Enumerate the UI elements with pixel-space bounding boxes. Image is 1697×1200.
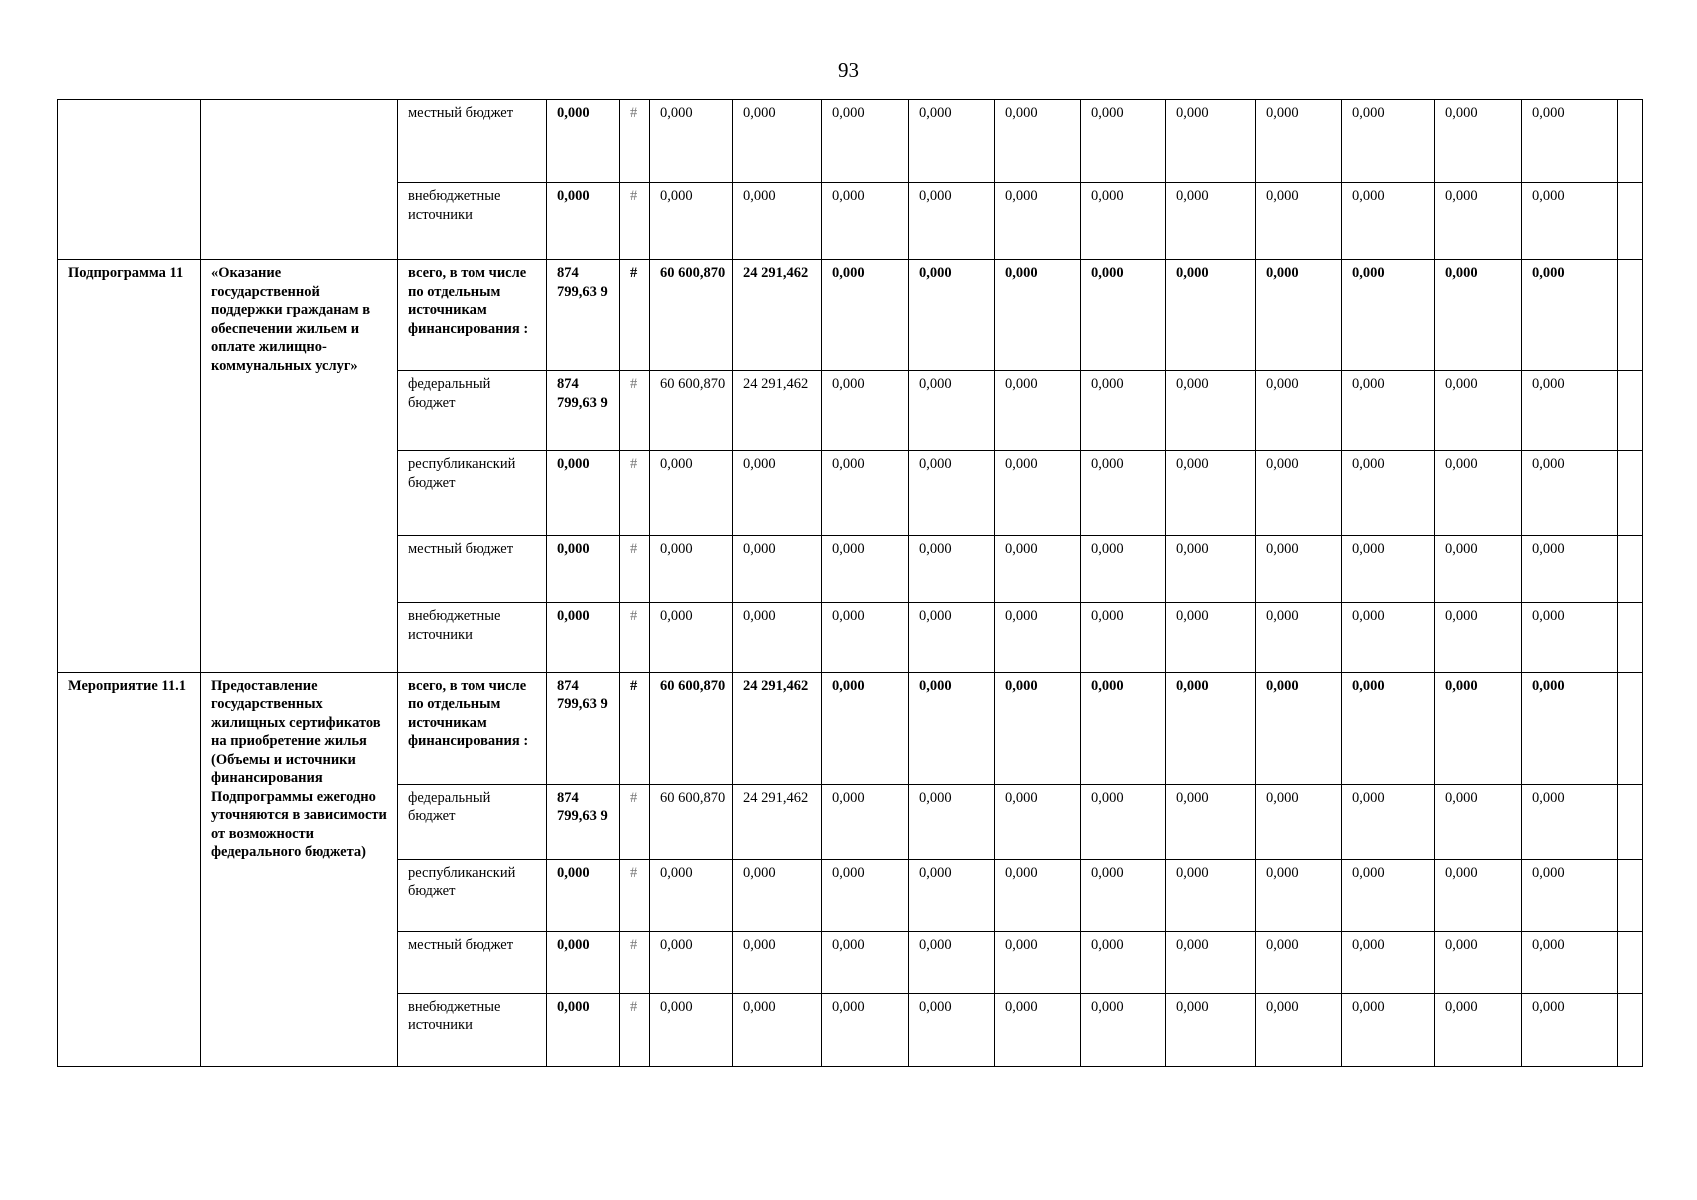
program-code-cell: [58, 100, 201, 260]
year-value-cell: 0,000: [822, 993, 909, 1066]
year-value-cell: 0,000: [733, 536, 822, 603]
year-value-cell: 0,000: [1166, 371, 1256, 451]
total-value-cell: 0,000: [547, 100, 620, 183]
year-value-cell: 0,000: [909, 451, 995, 536]
year-value-cell: 24 291,462: [733, 371, 822, 451]
table-row: [58, 260, 1643, 371]
year-value-cell: 0,000: [1081, 784, 1166, 859]
funding-source-cell: всего, в том числе по отдельным источникам финансирования :: [398, 260, 547, 371]
year-value-cell: 0,000: [995, 993, 1081, 1066]
total-value-cell: 874 799,63 9: [547, 672, 620, 784]
year-value-cell: 0,000: [1522, 931, 1618, 993]
year-value-cell: 0,000: [1435, 536, 1522, 603]
year-value-cell: 0,000: [650, 100, 733, 183]
year-value-cell: 0,000: [822, 451, 909, 536]
hash-cell: #: [620, 931, 650, 993]
year-value-cell: 0,000: [650, 603, 733, 672]
year-value-cell: 0,000: [995, 260, 1081, 371]
year-value-cell: 0,000: [1435, 993, 1522, 1066]
year-value-cell: 0,000: [822, 371, 909, 451]
year-value-cell: 0,000: [995, 100, 1081, 183]
year-value-cell: 0,000: [1522, 672, 1618, 784]
year-value-cell: 0,000: [1522, 100, 1618, 183]
total-value-cell: 0,000: [547, 536, 620, 603]
year-value-cell: 0,000: [1081, 371, 1166, 451]
year-value-cell: 0,000: [650, 859, 733, 931]
year-value-cell: 0,000: [1342, 100, 1435, 183]
year-value-cell: 24 291,462: [733, 672, 822, 784]
year-value-cell: 60 600,870: [650, 260, 733, 371]
year-value-cell: 0,000: [733, 603, 822, 672]
empty-cell: [1618, 931, 1643, 993]
program-name-cell: Предоставление государственных жилищных сертификатов на приобретение жилья (Объемы и источники финансирования Подпрограммы ежегодно уточняются в зависимости от возможности федерального бюджета): [201, 672, 398, 1066]
year-value-cell: 0,000: [909, 672, 995, 784]
program-code-cell: Мероприятие 11.1: [58, 672, 201, 1066]
year-value-cell: 0,000: [995, 672, 1081, 784]
funding-source-cell: внебюджетные источники: [398, 993, 547, 1066]
year-value-cell: 0,000: [1435, 603, 1522, 672]
page-number: 93: [838, 58, 859, 82]
hash-cell: #: [620, 993, 650, 1066]
total-value-cell: 0,000: [547, 993, 620, 1066]
budget-table: [57, 99, 1643, 1067]
year-value-cell: 0,000: [733, 931, 822, 993]
year-value-cell: 0,000: [995, 371, 1081, 451]
funding-source-cell: внебюджетные источники: [398, 183, 547, 260]
funding-source-cell: всего, в том числе по отдельным источникам финансирования :: [398, 672, 547, 784]
table-row: [58, 100, 1643, 183]
year-value-cell: 0,000: [1166, 260, 1256, 371]
year-value-cell: 0,000: [909, 859, 995, 931]
year-value-cell: 0,000: [1522, 993, 1618, 1066]
year-value-cell: 0,000: [1081, 451, 1166, 536]
empty-cell: [1618, 993, 1643, 1066]
year-value-cell: 0,000: [1342, 672, 1435, 784]
year-value-cell: 0,000: [1081, 931, 1166, 993]
year-value-cell: 0,000: [1342, 993, 1435, 1066]
year-value-cell: 0,000: [995, 931, 1081, 993]
hash-cell: #: [620, 260, 650, 371]
year-value-cell: 0,000: [650, 993, 733, 1066]
empty-cell: [1618, 451, 1643, 536]
year-value-cell: 0,000: [1435, 100, 1522, 183]
total-value-cell: 0,000: [547, 451, 620, 536]
year-value-cell: 0,000: [1166, 183, 1256, 260]
year-value-cell: 0,000: [1081, 536, 1166, 603]
year-value-cell: 0,000: [822, 536, 909, 603]
empty-cell: [1618, 603, 1643, 672]
year-value-cell: 0,000: [650, 931, 733, 993]
year-value-cell: 0,000: [733, 859, 822, 931]
table-row: [58, 672, 1643, 784]
hash-cell: #: [620, 784, 650, 859]
year-value-cell: 0,000: [1342, 183, 1435, 260]
empty-cell: [1618, 859, 1643, 931]
year-value-cell: 0,000: [1522, 260, 1618, 371]
total-value-cell: 874 799,63 9: [547, 371, 620, 451]
funding-source-cell: местный бюджет: [398, 100, 547, 183]
year-value-cell: 0,000: [650, 536, 733, 603]
year-value-cell: 0,000: [1081, 183, 1166, 260]
year-value-cell: 0,000: [1342, 931, 1435, 993]
year-value-cell: 0,000: [1342, 260, 1435, 371]
year-value-cell: 0,000: [1256, 451, 1342, 536]
year-value-cell: 0,000: [1081, 859, 1166, 931]
empty-cell: [1618, 183, 1643, 260]
year-value-cell: 60 600,870: [650, 672, 733, 784]
year-value-cell: 0,000: [1166, 931, 1256, 993]
year-value-cell: 0,000: [1522, 603, 1618, 672]
year-value-cell: 0,000: [1256, 784, 1342, 859]
year-value-cell: 0,000: [1166, 672, 1256, 784]
total-value-cell: 0,000: [547, 931, 620, 993]
year-value-cell: 0,000: [822, 183, 909, 260]
funding-source-cell: федеральный бюджет: [398, 784, 547, 859]
year-value-cell: 0,000: [1522, 784, 1618, 859]
year-value-cell: 0,000: [1342, 603, 1435, 672]
total-value-cell: 874 799,63 9: [547, 260, 620, 371]
empty-cell: [1618, 536, 1643, 603]
year-value-cell: 0,000: [1522, 371, 1618, 451]
hash-cell: #: [620, 603, 650, 672]
year-value-cell: 0,000: [995, 603, 1081, 672]
year-value-cell: 0,000: [1435, 672, 1522, 784]
year-value-cell: 0,000: [1256, 100, 1342, 183]
empty-cell: [1618, 260, 1643, 371]
year-value-cell: 0,000: [1166, 100, 1256, 183]
year-value-cell: 24 291,462: [733, 784, 822, 859]
program-name-cell: «Оказание государственной поддержки гражданам в обеспечении жильем и оплате жилищно-коммунальных услуг»: [201, 260, 398, 672]
year-value-cell: 0,000: [1342, 371, 1435, 451]
hash-cell: #: [620, 859, 650, 931]
year-value-cell: 0,000: [909, 536, 995, 603]
year-value-cell: 0,000: [1166, 784, 1256, 859]
year-value-cell: 0,000: [909, 603, 995, 672]
year-value-cell: 0,000: [995, 784, 1081, 859]
year-value-cell: 0,000: [1166, 993, 1256, 1066]
year-value-cell: 0,000: [1435, 371, 1522, 451]
year-value-cell: 0,000: [822, 672, 909, 784]
year-value-cell: 0,000: [1081, 260, 1166, 371]
year-value-cell: 0,000: [995, 183, 1081, 260]
year-value-cell: 0,000: [1256, 371, 1342, 451]
year-value-cell: 0,000: [1522, 451, 1618, 536]
hash-cell: #: [620, 672, 650, 784]
year-value-cell: 0,000: [822, 931, 909, 993]
year-value-cell: 60 600,870: [650, 784, 733, 859]
year-value-cell: 0,000: [733, 183, 822, 260]
year-value-cell: 0,000: [1081, 993, 1166, 1066]
year-value-cell: 0,000: [822, 859, 909, 931]
total-value-cell: 874 799,63 9: [547, 784, 620, 859]
funding-source-cell: внебюджетные источники: [398, 603, 547, 672]
empty-cell: [1618, 100, 1643, 183]
year-value-cell: 0,000: [1166, 603, 1256, 672]
funding-source-cell: местный бюджет: [398, 931, 547, 993]
year-value-cell: 0,000: [1435, 931, 1522, 993]
year-value-cell: 0,000: [1256, 672, 1342, 784]
hash-cell: #: [620, 451, 650, 536]
year-value-cell: 0,000: [733, 100, 822, 183]
year-value-cell: 0,000: [909, 371, 995, 451]
year-value-cell: 0,000: [995, 859, 1081, 931]
year-value-cell: 0,000: [1342, 859, 1435, 931]
program-code-cell: Подпрограмма 11: [58, 260, 201, 672]
year-value-cell: 0,000: [1081, 100, 1166, 183]
empty-cell: [1618, 371, 1643, 451]
year-value-cell: 0,000: [995, 451, 1081, 536]
hash-cell: #: [620, 371, 650, 451]
year-value-cell: 0,000: [909, 931, 995, 993]
year-value-cell: 0,000: [1342, 451, 1435, 536]
total-value-cell: 0,000: [547, 859, 620, 931]
empty-cell: [1618, 672, 1643, 784]
year-value-cell: 0,000: [822, 260, 909, 371]
year-value-cell: 0,000: [909, 260, 995, 371]
total-value-cell: 0,000: [547, 603, 620, 672]
year-value-cell: 0,000: [1342, 784, 1435, 859]
year-value-cell: 0,000: [909, 100, 995, 183]
hash-cell: #: [620, 536, 650, 603]
year-value-cell: 0,000: [1435, 183, 1522, 260]
year-value-cell: 0,000: [1256, 536, 1342, 603]
year-value-cell: 0,000: [822, 603, 909, 672]
year-value-cell: 0,000: [909, 784, 995, 859]
year-value-cell: 0,000: [1166, 451, 1256, 536]
year-value-cell: 0,000: [1522, 536, 1618, 603]
hash-cell: #: [620, 183, 650, 260]
year-value-cell: 0,000: [1435, 784, 1522, 859]
year-value-cell: 0,000: [1256, 993, 1342, 1066]
funding-source-cell: федеральный бюджет: [398, 371, 547, 451]
year-value-cell: 0,000: [733, 451, 822, 536]
year-value-cell: 0,000: [1081, 603, 1166, 672]
program-name-cell: [201, 100, 398, 260]
year-value-cell: 0,000: [650, 451, 733, 536]
year-value-cell: 0,000: [1435, 451, 1522, 536]
year-value-cell: 60 600,870: [650, 371, 733, 451]
year-value-cell: 0,000: [733, 993, 822, 1066]
hash-cell: #: [620, 100, 650, 183]
year-value-cell: 0,000: [1166, 536, 1256, 603]
year-value-cell: 0,000: [1166, 859, 1256, 931]
year-value-cell: 0,000: [995, 536, 1081, 603]
year-value-cell: 0,000: [1256, 931, 1342, 993]
total-value-cell: 0,000: [547, 183, 620, 260]
year-value-cell: 0,000: [1256, 859, 1342, 931]
funding-source-cell: республиканский бюджет: [398, 859, 547, 931]
year-value-cell: 0,000: [1342, 536, 1435, 603]
year-value-cell: 0,000: [1435, 859, 1522, 931]
year-value-cell: 0,000: [822, 784, 909, 859]
year-value-cell: 0,000: [650, 183, 733, 260]
year-value-cell: 0,000: [1256, 183, 1342, 260]
year-value-cell: 0,000: [1522, 859, 1618, 931]
year-value-cell: 0,000: [1081, 672, 1166, 784]
year-value-cell: 0,000: [1256, 603, 1342, 672]
funding-source-cell: республиканский бюджет: [398, 451, 547, 536]
year-value-cell: 24 291,462: [733, 260, 822, 371]
year-value-cell: 0,000: [1256, 260, 1342, 371]
year-value-cell: 0,000: [1522, 183, 1618, 260]
year-value-cell: 0,000: [822, 100, 909, 183]
funding-source-cell: местный бюджет: [398, 536, 547, 603]
year-value-cell: 0,000: [909, 993, 995, 1066]
year-value-cell: 0,000: [909, 183, 995, 260]
empty-cell: [1618, 784, 1643, 859]
year-value-cell: 0,000: [1435, 260, 1522, 371]
